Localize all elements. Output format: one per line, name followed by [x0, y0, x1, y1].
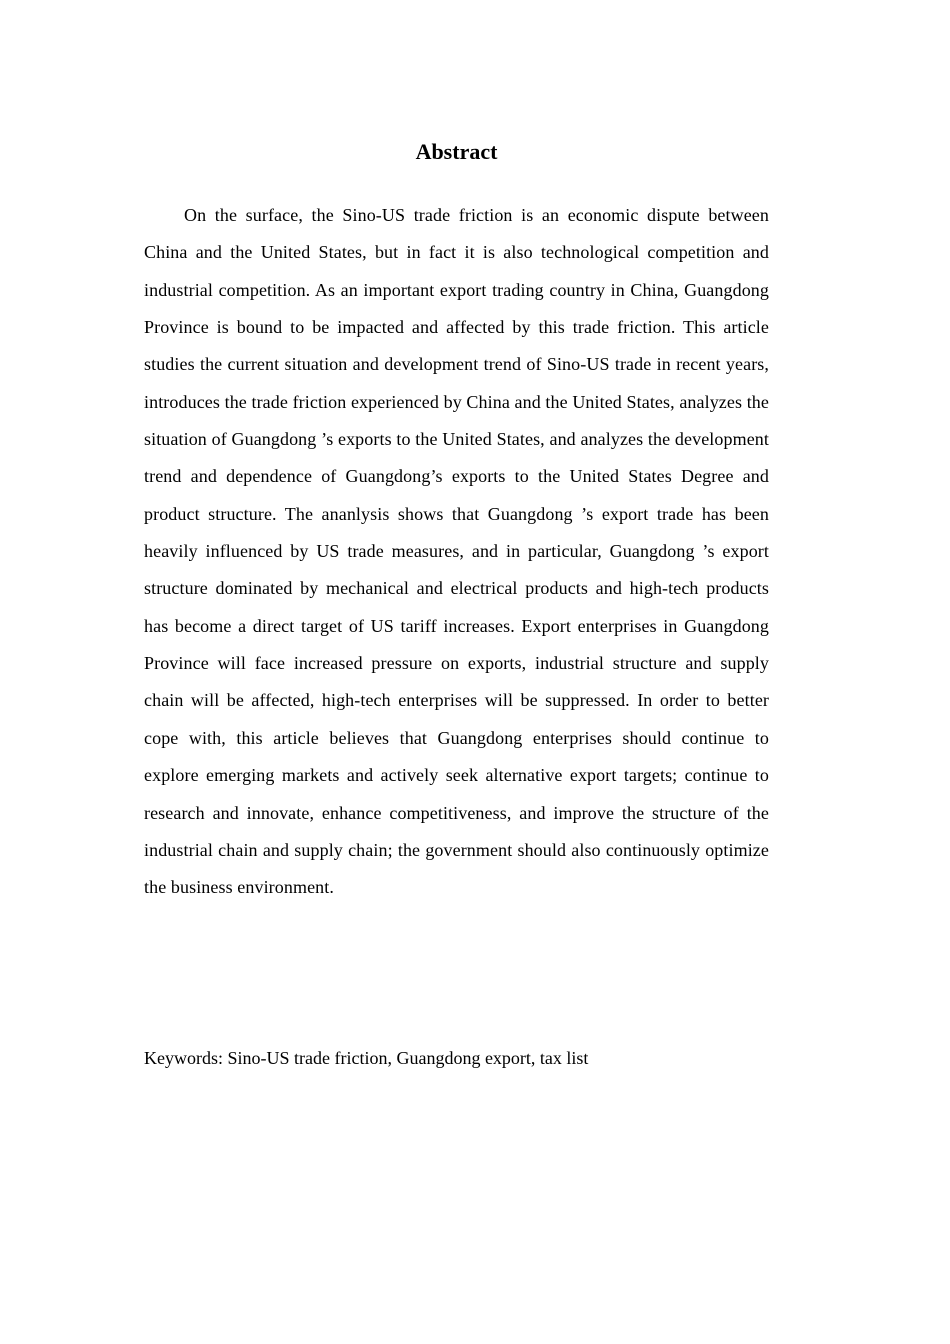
abstract-body: On the surface, the Sino-US trade friction is an economic dispute between China and the United States, but in fact it is also technological competition and industrial competition. As an important export trading country in China, Guangdong Province is bound to be impacted and affected by this trade friction. This article studies the current situation and development trend of Sino-US trade in recent years, introduces the trade friction experienced by China and the United States, analyzes the situation of Guangdong ’s exports to the United States, and analyzes the development trend and dependence of Guangdong’s exports to the United States Degree and product structure. The ananlysis shows that Guangdong ’s export trade has been heavily influenced by US trade measures, and in particular, Guangdong ’s export structure dominated by mechanical and electrical products and high-tech products has become a direct target of US tariff increases. Export enterprises in Guangdong Province will face increased pressure on exports, industrial structure and supply chain will be affected, high-tech enterprises will be suppressed. In order to better cope with, this article believes that Guangdong enterprises should continue to explore emerging markets and actively seek alternative export targets; continue to research and innovate, enhance competitiveness, and improve the structure of the industrial chain and supply chain; the government should also continuously optimize the business environment. — [144, 205, 769, 898]
abstract-title: Abstract — [415, 139, 498, 164]
keywords-line: Keywords: Sino-US trade friction, Guangdong export, tax list — [144, 1048, 589, 1068]
